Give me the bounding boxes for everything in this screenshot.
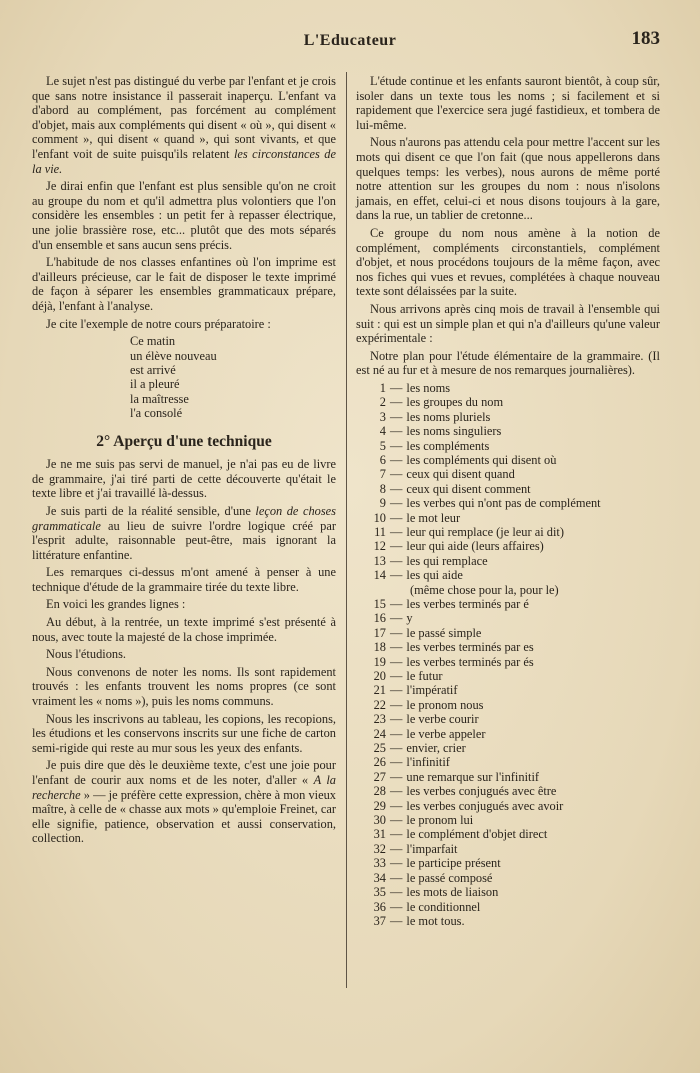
plan-item-text: l'imparfait	[406, 841, 458, 856]
paragraph-text: Le sujet n'est pas distingué du verbe par l'enfant et je crois que sans notre insistance il passerait inaperçu. L'enfant va d'abord au complément, pas forcément au complément d'objet, mais aux compléments qui disent « où », qui disent « comment », qui disent « quand », qui sont vivants, et que l'enfant voit de suite puisqu'ils relatent	[32, 74, 336, 161]
plan-item-number: 20	[373, 669, 386, 683]
plan-item-text: ceux qui disent quand	[406, 467, 515, 482]
plan-item-text: leur qui remplace (je leur ai dit)	[406, 524, 564, 539]
plan-item	[356, 698, 660, 712]
example-line: un élève nouveau	[130, 348, 217, 363]
plan-item-dash: —	[390, 496, 403, 511]
plan-item-dash: —	[390, 654, 403, 669]
plan-item-text: les verbes conjugués avec avoir	[406, 798, 564, 813]
paragraph: Nous convenons de noter les noms. Ils sont rapidement trouvés : les enfants trouvent les noms propres (ce sont vraiment les « noms »), puis les noms communs.	[32, 664, 336, 709]
example-line: est arrivé	[130, 362, 176, 377]
plan-item	[356, 554, 660, 568]
plan-item-number: 37	[373, 913, 386, 928]
plan-item-number: 13	[373, 553, 386, 568]
plan-item-number: 15	[373, 596, 386, 611]
column-divider	[346, 72, 347, 988]
plan-item	[356, 568, 660, 582]
plan-item-dash: —	[390, 798, 403, 813]
italic-phrase: leçon de choses grammaticale	[32, 503, 336, 533]
left-column	[32, 74, 336, 849]
plan-item-number: 26	[373, 755, 386, 770]
plan-item-text: les compléments qui disent où	[406, 452, 557, 467]
plan-item-dash: —	[390, 784, 403, 799]
plan-item-text: les verbes terminés par és	[406, 654, 534, 669]
example-line: l'a consolé	[130, 406, 183, 421]
plan-item-dash: —	[390, 683, 403, 698]
paragraph: Nous les inscrivons au tableau, les copions, les recopions, les étudions et les conservons inscrits sur une fiche de carton semi-rigide qui reste au mur sous les yeux des enfants.	[32, 711, 336, 755]
plan-item-dash: —	[390, 885, 403, 900]
plan-item-dash: —	[390, 913, 403, 928]
plan-item-text: l'infinitif	[406, 755, 450, 770]
plan-item-dash: —	[390, 841, 403, 856]
plan-item-number: 1	[379, 380, 386, 395]
plan-item-text: le conditionnel	[406, 899, 481, 914]
plan-item-text: le mot tous.	[406, 913, 465, 928]
paragraph-text: Je puis dire que dès le deuxième texte, c'est une joie pour l'enfant de courir aux noms et de les noter, d'aller «	[32, 758, 336, 787]
plan-item-dash: —	[390, 568, 403, 583]
section-heading: 2° Aperçu d'une technique	[96, 432, 272, 450]
paragraph: Je cite l'exemple de notre cours préparatoire :	[46, 316, 271, 331]
plan-item-dash: —	[390, 669, 403, 683]
plan-item-text: envier, crier	[406, 741, 466, 756]
plan-item-dash: —	[390, 755, 403, 770]
paragraph-text: au lieu de suivre l'ordre logique créé par l'esprit adulte, raisonnable peut-être, mais ignorant la littérature enfantine.	[32, 518, 336, 562]
plan-item-number: 17	[373, 625, 386, 640]
plan-item-number: 36	[373, 899, 386, 914]
paragraph: L'étude continue et les enfants sauront bientôt, à coup sûr, isoler dans un texte tous les noms ; si facilement et si rapidement que l'exercice sera jugé fastidieux, et tombera de lui-même.	[356, 74, 660, 132]
paragraph: Nous n'aurons pas attendu cela pour mettre l'accent sur les mots qui disent ce que l'on fait (que nous appellerons dans quelques temps: les verbes), nous aurons de même porté notre attention sur les groupes du nom : nous n'isolons jamais, en effet, celui-ci et nous disons toujours à la gare, dans la rue, un tablier de cretonne...	[356, 135, 660, 223]
plan-item-dash: —	[390, 870, 403, 885]
plan-item-text: ceux qui disent comment	[406, 481, 531, 496]
plan-item	[356, 885, 660, 899]
plan-item-number: 8	[379, 481, 386, 496]
plan-item-dash: —	[390, 769, 403, 784]
plan-item-dash: —	[390, 856, 403, 871]
plan-item-text: le pronom nous	[406, 697, 484, 712]
plan-item	[356, 410, 660, 424]
paragraph	[32, 74, 336, 176]
plan-item-number: 2	[379, 395, 386, 410]
plan-item-text: le passé simple	[406, 625, 482, 640]
plan-item-text: les mots de liaison	[406, 885, 499, 900]
plan-item-text: y	[406, 611, 413, 626]
plan-item-dash: —	[390, 899, 403, 914]
plan-item	[356, 453, 660, 467]
plan-item-number: 21	[373, 683, 386, 698]
plan-item-dash: —	[390, 625, 403, 640]
plan-item-number: 34	[373, 870, 386, 885]
plan-item-number: 16	[373, 611, 386, 626]
plan-item-number: 33	[373, 856, 386, 871]
plan-item-number: 19	[373, 654, 386, 669]
plan-item	[356, 784, 660, 798]
plan-item-dash: —	[390, 510, 403, 525]
example-line: Ce matin	[130, 334, 176, 349]
plan-item-dash: —	[390, 712, 403, 727]
paragraph	[32, 504, 336, 562]
paragraph-text: » — je préfère cette expression, chère à mon vieux maître, à celle de « chasse aux mots » qu'emploie Freinet, car elle signifie, patience, observation et aussi conservation, collection.	[32, 787, 336, 846]
plan-item	[356, 683, 660, 697]
plan-item	[356, 496, 660, 510]
plan-item-text: le verbe appeler	[406, 726, 486, 741]
plan-item	[356, 626, 660, 640]
plan-item-number: 5	[379, 438, 386, 453]
plan-item-dash: —	[390, 741, 403, 756]
plan-item	[356, 871, 660, 885]
plan-item-text: le verbe courir	[406, 712, 479, 727]
italic-phrase: les circonstances de la vie.	[32, 146, 336, 176]
journal-title: L'Educateur	[303, 32, 397, 49]
plan-item-number: 28	[373, 784, 386, 799]
plan-item-text: les qui aide	[406, 568, 463, 583]
plan-item	[356, 755, 660, 769]
plan-item-text: les noms	[406, 380, 451, 395]
grammar-plan-list	[356, 381, 660, 928]
plan-item-number: 27	[373, 769, 386, 784]
plan-item-dash: —	[390, 813, 403, 828]
plan-item	[356, 381, 660, 395]
plan-item	[356, 842, 660, 856]
plan-item	[356, 770, 660, 784]
plan-item-dash: —	[390, 524, 403, 539]
plan-item-dash: —	[390, 409, 403, 424]
right-column	[356, 74, 660, 928]
plan-item-dash: —	[390, 467, 403, 482]
plan-item-text: le complément d'objet direct	[406, 827, 548, 842]
example-line: il a pleuré	[130, 377, 180, 392]
plan-item-dash: —	[390, 438, 403, 453]
plan-item	[356, 856, 660, 870]
plan-item-text: le futur	[406, 669, 443, 683]
plan-item-text: (même chose pour la, pour le)	[410, 582, 559, 597]
plan-item	[356, 827, 660, 841]
plan-item-number: 18	[373, 640, 386, 655]
plan-item	[356, 640, 660, 654]
plan-item	[356, 799, 660, 813]
plan-item	[356, 511, 660, 525]
plan-item-number: 3	[379, 409, 386, 424]
plan-item-dash: —	[390, 539, 403, 554]
plan-item	[356, 914, 660, 928]
plan-item-number: 12	[373, 539, 386, 554]
plan-item	[356, 597, 660, 611]
plan-item-text: une remarque sur l'infinitif	[406, 769, 540, 784]
plan-item-text: les noms singuliers	[406, 424, 502, 439]
plan-item-number: 22	[373, 697, 386, 712]
italic-phrase: A la recherche	[32, 773, 336, 802]
plan-item-text: le mot leur	[406, 510, 461, 525]
plan-item	[356, 395, 660, 409]
plan-item	[356, 611, 660, 625]
example-text	[130, 334, 336, 420]
paragraph: Notre plan pour l'étude élémentaire de la grammaire. (Il est né au fur et à mesure de nos remarques journalières).	[356, 348, 660, 378]
paragraph: Je ne me suis pas servi de manuel, je n'ai pas eu de livre de grammaire, j'ai tiré parti de cette découverte qu'était le texte libre et j'ai travaillé là-dessus.	[32, 457, 336, 501]
paragraph: Les remarques ci-dessus m'ont amené à penser à une technique d'étude de la grammaire tirée du texte libre.	[32, 565, 336, 594]
paragraph: Je dirai enfin que l'enfant est plus sensible qu'on ne croit au groupe du nom et qu'il admettra plus volontiers que l'on considère les ensembles : un petit fer à repasser électrique, une jolie brassière rose, etc... plutôt que des mots séparés d'un ensemble et sans aucun sens précis.	[32, 179, 336, 252]
paragraph: Ce groupe du nom nous amène à la notion de complément, compléments circonstantiels, complément d'objet, et nous procédons toujours de la même façon, avec nos fiches qui vues et revues, complétées à chaque nouveau texte sont délaissées par la suite.	[356, 225, 660, 299]
page-number: 183	[631, 28, 660, 49]
plan-item-number: 29	[373, 798, 386, 813]
plan-item-number: 7	[379, 467, 386, 482]
plan-item-text: le participe présent	[406, 856, 501, 871]
plan-item-number: 32	[373, 841, 386, 856]
plan-item-dash: —	[390, 424, 403, 439]
plan-item-text: les qui remplace	[406, 553, 488, 568]
plan-item-dash: —	[390, 481, 403, 496]
plan-item-number: 30	[373, 813, 386, 828]
plan-item-number: 10	[373, 510, 386, 525]
plan-item-text: les verbes qui n'ont pas de complément	[406, 496, 601, 511]
paragraph: Nous l'étudions.	[46, 647, 127, 662]
plan-item	[356, 669, 660, 683]
plan-item-number: 11	[374, 524, 386, 539]
plan-item-dash: —	[390, 596, 403, 611]
example-line: la maîtresse	[130, 391, 189, 406]
plan-item-number: 23	[373, 712, 386, 727]
plan-item-dash: —	[390, 827, 403, 842]
plan-item	[356, 439, 660, 453]
plan-item	[356, 583, 660, 597]
plan-item-text: les noms pluriels	[406, 409, 491, 424]
plan-item-text: l'impératif	[406, 683, 458, 698]
plan-item-dash: —	[390, 697, 403, 712]
paragraph: L'habitude de nos classes enfantines où l'on imprime est d'ailleurs précieuse, car le fait de disposer le texte imprimé de façon à séparer les ensembles grammaticaux prépare, déjà, l'enfant à l'analyse.	[32, 255, 336, 313]
plan-item-text: les verbes terminés par é	[406, 596, 529, 611]
plan-item-dash: —	[390, 611, 403, 626]
plan-item-text: les verbes terminés par es	[406, 640, 534, 655]
plan-item-text: les verbes conjugués avec être	[406, 784, 557, 799]
running-head	[0, 28, 700, 54]
plan-item	[356, 539, 660, 553]
plan-item-number: 25	[373, 741, 386, 756]
plan-item-text: les compléments	[406, 438, 490, 453]
plan-item-dash: —	[390, 553, 403, 568]
plan-item-text: leur qui aide (leurs affaires)	[406, 539, 544, 554]
plan-item-text: le passé composé	[406, 870, 493, 885]
plan-item	[356, 813, 660, 827]
plan-item-dash: —	[390, 380, 403, 395]
plan-item-number: 4	[379, 424, 386, 439]
plan-item-dash: —	[390, 395, 403, 410]
paragraph: En voici les grandes lignes :	[46, 597, 186, 612]
plan-item-number: 9	[379, 496, 386, 511]
plan-item	[356, 655, 660, 669]
plan-item	[356, 482, 660, 496]
plan-item-dash: —	[390, 640, 403, 655]
plan-item	[356, 467, 660, 481]
plan-item-dash: —	[390, 452, 403, 467]
plan-item	[356, 741, 660, 755]
plan-item-number: 6	[379, 452, 386, 467]
plan-item-number: 24	[373, 726, 386, 741]
plan-item	[356, 900, 660, 914]
plan-item-number: 14	[373, 568, 386, 583]
paragraph-text: Je suis parti de la réalité sensible, d'une	[46, 503, 251, 518]
paragraph	[32, 758, 336, 846]
plan-item-dash: —	[390, 726, 403, 741]
plan-item	[356, 727, 660, 741]
paragraph: Nous arrivons après cinq mois de travail à l'ensemble qui suit : qui est un simple plan et qui n'a d'ailleurs qu'une valeur expérimentale :	[356, 301, 660, 346]
plan-item	[356, 712, 660, 726]
plan-item-text: les groupes du nom	[406, 395, 504, 410]
plan-item	[356, 424, 660, 438]
plan-item-text: le pronom lui	[406, 813, 474, 828]
plan-item-number: 31	[373, 827, 386, 842]
plan-item	[356, 525, 660, 539]
paragraph: Au début, à la rentrée, un texte imprimé s'est présenté à nous, avec toute la majesté de la chose imprimée.	[32, 615, 336, 644]
plan-item-number: 35	[373, 885, 386, 900]
